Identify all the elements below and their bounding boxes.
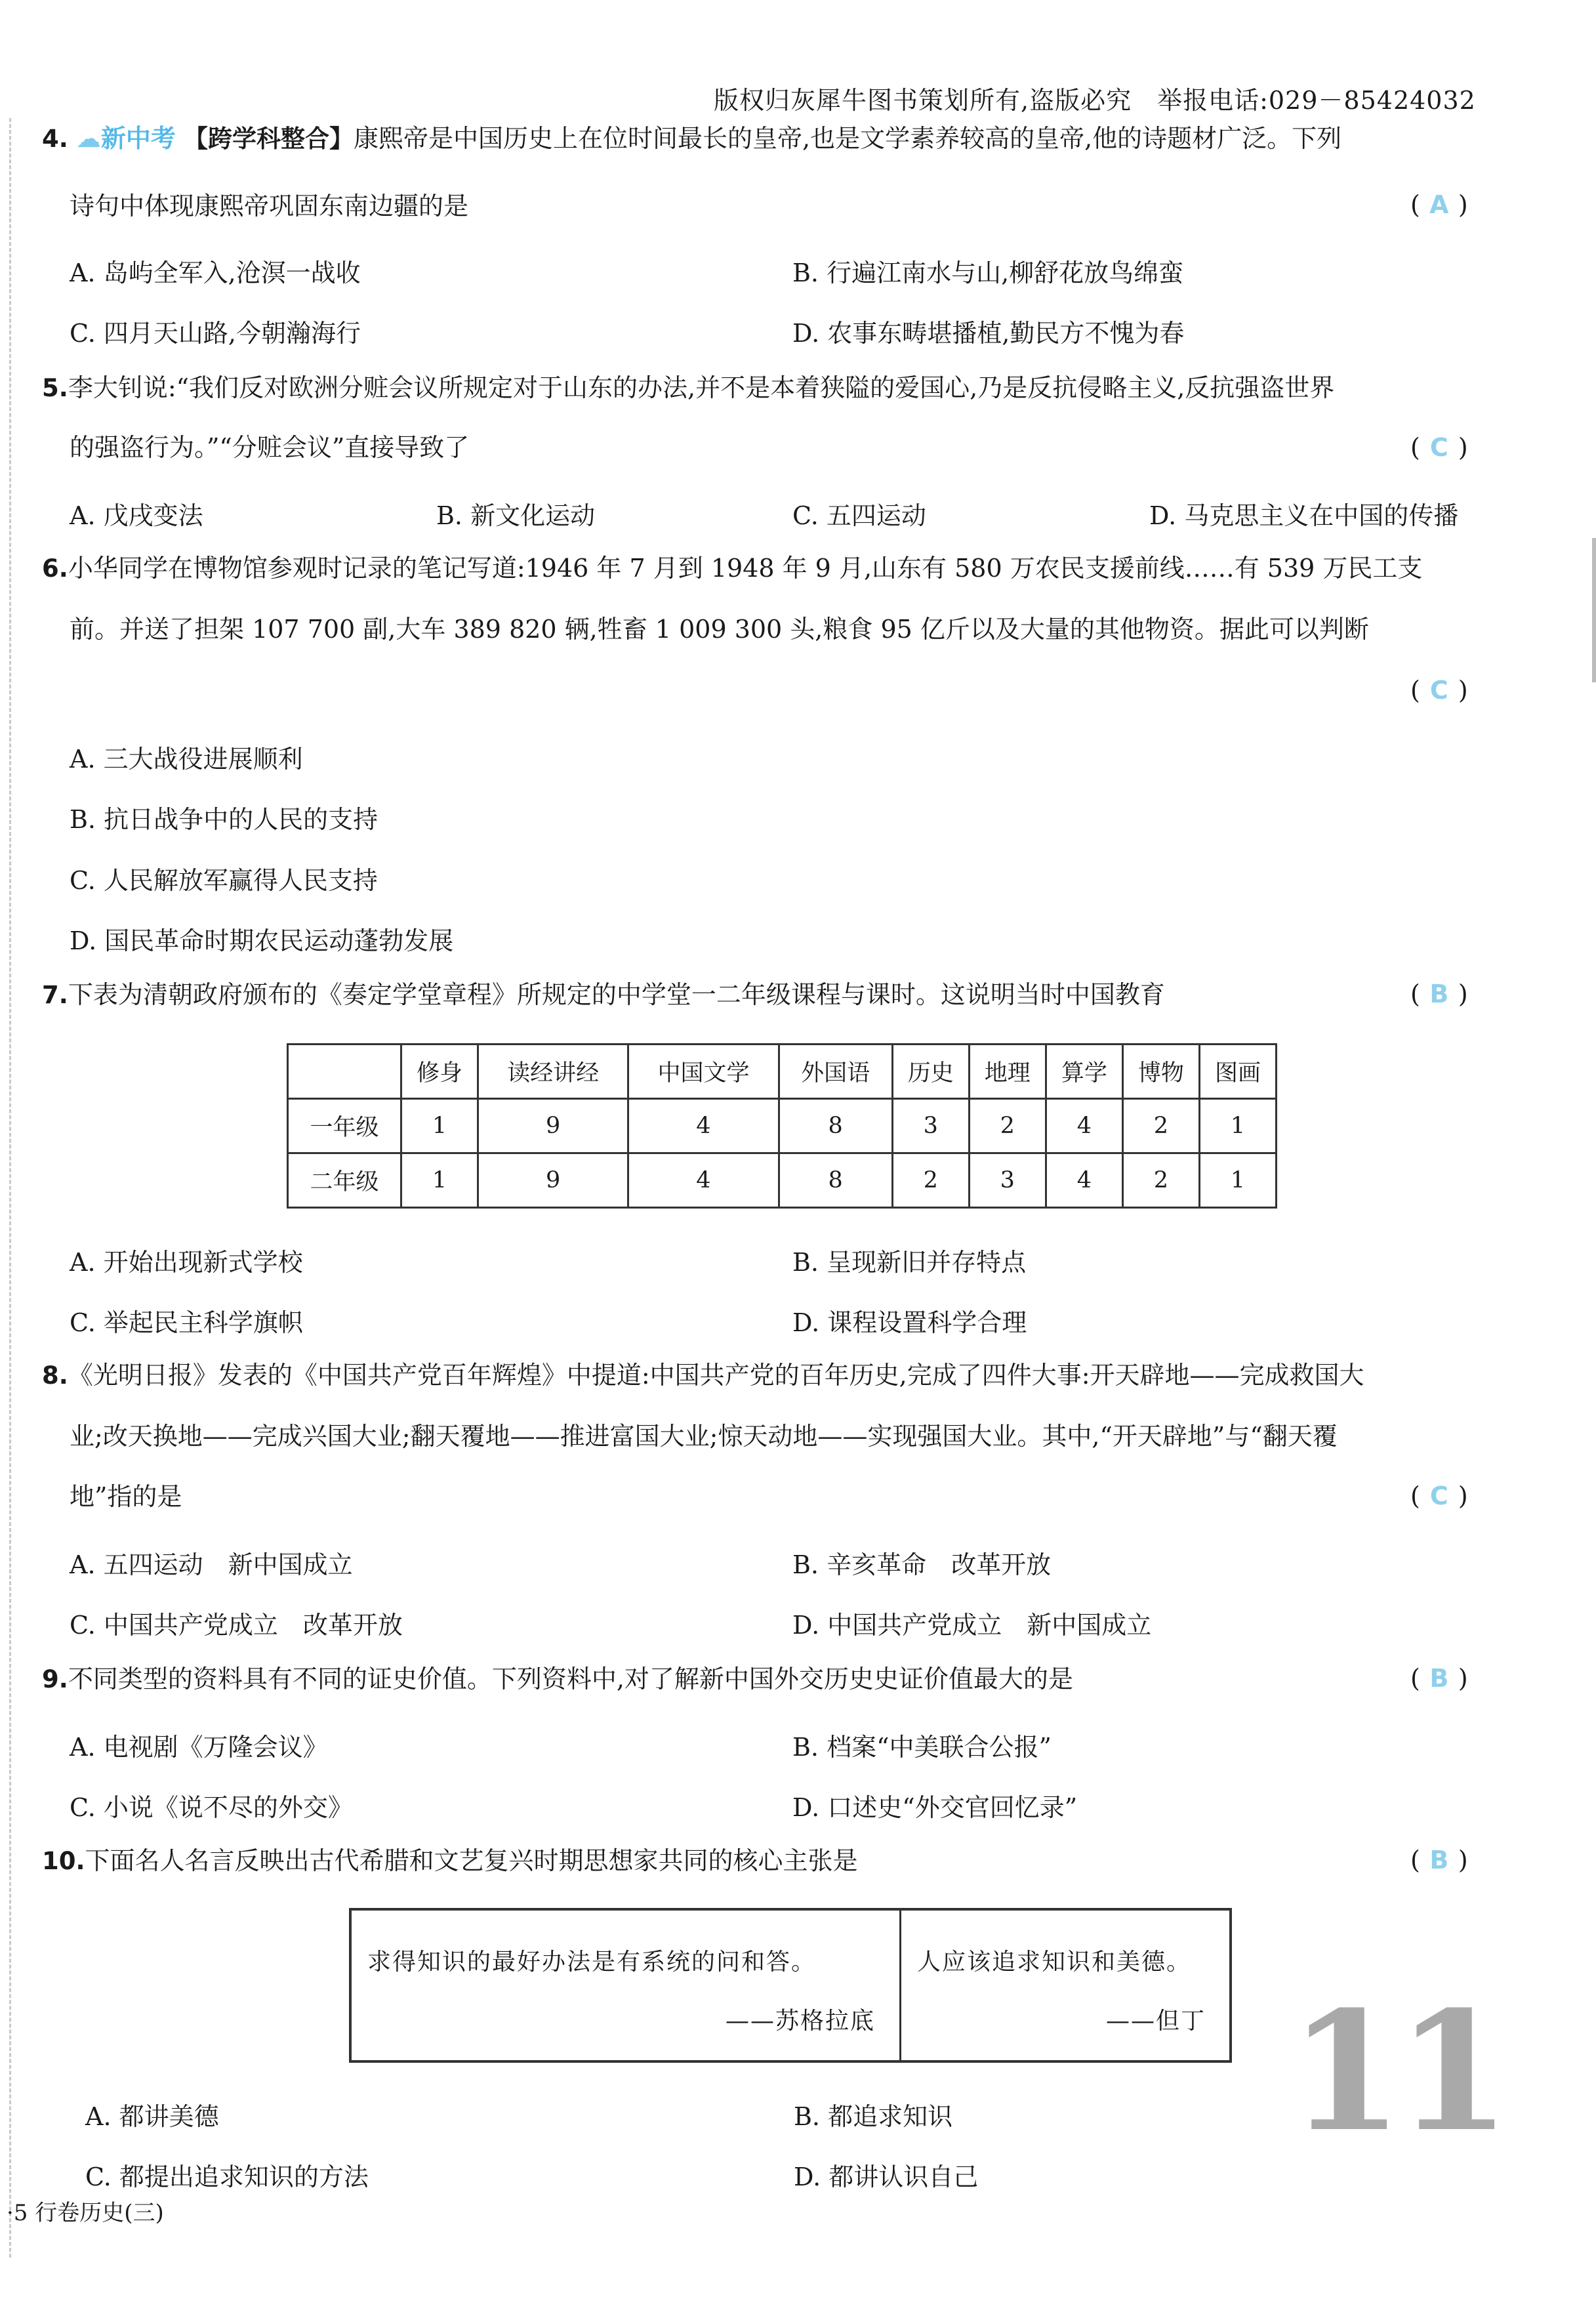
table-cell: 4 [628,1099,779,1153]
question-text: 小华同学在博物馆参观时记录的笔记写道:1946 年 7 月到 1948 年 9 月,山东有 580 万农民支援前线……有 539 万民工支 [68,554,1423,583]
question-text: 康熙帝是中国历史上在位时间最长的皇帝,也是文学素养较高的皇帝,他的诗题材广泛。下列 [354,124,1342,153]
answer-bracket-8: ( C ) [1410,1481,1468,1510]
option-b: B. 行遍江南水与山,柳舒花放鸟绵蛮 [792,259,1184,287]
question-8 [42,1363,1364,1388]
answer-letter: B [1429,1664,1449,1693]
table-cell: 1 [1199,1153,1276,1208]
table-cell: 2 [969,1099,1046,1153]
question-4-line2: 诗句中体现康熙帝巩固东南边疆的是 [70,192,469,220]
option-b: B. 新文化运动 [436,501,596,530]
table-header-cell: 算学 [1046,1045,1122,1099]
table-cell: 4 [1046,1153,1122,1208]
option-c: C. 举起民主科学旗帜 [70,1308,303,1337]
question-text: 不同类型的资料具有不同的证史价值。下列资料中,对了解新中国外交历史史证价值最大的是 [68,1665,1073,1693]
copyright-header: 版权归灰犀牛图书策划所有,盗版必究 举报电话:029－85424032 [714,86,1476,115]
option-a: A. 岛屿全军入,沧溟一战收 [70,259,361,287]
question-6-line2: 前。并送了担架 107 700 副,大车 389 820 辆,牲畜 1 009 300 头,粮食 95 亿斤以及大量的其他物资。据此可以判断 [70,615,1369,644]
option-c: C. 人民解放军赢得人民支持 [70,866,378,895]
option-b: B. 辛亥革命 改革开放 [792,1550,1052,1579]
table-row-label: 一年级 [288,1099,401,1153]
table-cell: 9 [478,1153,628,1208]
answer-bracket-4: ( A ) [1410,190,1468,219]
question-text: 李大钊说:“我们反对欧洲分赃会议所规定对于山东的办法,并不是本着狭隘的爱国心,乃是反抗侵略主义,反抗强盗世界 [68,373,1335,402]
table-header-cell: 读经讲经 [478,1045,628,1099]
option-d: D. 国民革命时期农民运动蓬勃发展 [70,926,454,955]
table-header-cell: 外国语 [779,1045,892,1099]
table-cell: 9 [478,1099,628,1153]
table-row-label: 二年级 [288,1153,401,1208]
answer-bracket-6: ( C ) [1410,676,1468,705]
table-row [288,1099,1277,1153]
question-5 [42,375,1334,400]
answer-letter: C [1429,433,1448,462]
option-c: C. 小说《说不尽的外交》 [70,1793,353,1822]
option-d: D. 都讲认识自己 [794,2162,979,2191]
answer-letter: A [1429,190,1449,219]
table-cell: 2 [892,1153,969,1208]
option-c: C. 中国共产党成立 改革开放 [70,1611,403,1640]
table-cell: 1 [401,1153,478,1208]
question-number: 10. [42,1847,85,1875]
answer-letter: C [1429,676,1448,705]
answer-bracket-7: ( B ) [1410,980,1468,1008]
question-text: 《光明日报》发表的《中国共产党百年辉煌》中提道:中国共产党的百年历史,完成了四件大事:开天辟地——完成救国大 [68,1361,1364,1390]
question-number: 9. [42,1665,68,1693]
answer-bracket-5: ( C ) [1410,433,1468,462]
option-d: D. 马克思主义在中国的传播 [1149,501,1459,530]
option-a: A. 都讲美德 [85,2102,219,2131]
question-8-line2: 业;改天换地——完成兴国大业;翻天覆地——推进富国大业;惊天动地——实现强国大业。其中,“开天辟地”与“翻天覆 [70,1422,1338,1451]
table-cell: 3 [969,1153,1046,1208]
option-b: B. 抗日战争中的人民的支持 [70,805,379,834]
question-4 [42,126,1341,151]
answer-letter: B [1429,980,1449,1008]
table-cell: 2 [1122,1099,1199,1153]
table-cell: 8 [779,1099,892,1153]
quote-socrates-author: ——苏格拉底 [726,2008,876,2035]
question-6 [42,556,1422,581]
table-row [288,1153,1277,1208]
answer-bracket-9: ( B ) [1410,1664,1468,1693]
quote-dante-author: ——但丁 [1106,2008,1206,2035]
quote-socrates-text: 求得知识的最好办法是有系统的问和答。 [367,1949,817,1976]
table-cell: 1 [401,1099,478,1153]
option-d: D. 农事东畴堪播植,勤民方不愧为春 [792,319,1185,348]
table-header-row [288,1045,1277,1099]
table-header-cell: 中国文学 [628,1045,779,1099]
new-exam-badge: ☁新中考 [75,124,176,153]
question-10 [42,1848,858,1873]
table-header-cell: 地理 [969,1045,1046,1099]
page-number: 11 [1289,1975,1504,2168]
table-cell: 3 [892,1099,969,1153]
table-header-cell: 修身 [401,1045,478,1099]
option-c: C. 四月天山路,今朝瀚海行 [70,319,361,348]
table-cell: 4 [1046,1099,1122,1153]
binding-margin-line [9,118,11,2258]
table-cell: 8 [779,1153,892,1208]
table-header-cell: 历史 [892,1045,969,1099]
quote-box [349,1908,1232,2063]
option-b: B. 呈现新旧并存特点 [792,1248,1027,1277]
answer-letter: C [1429,1481,1448,1510]
option-d: D. 中国共产党成立 新中国成立 [792,1611,1152,1640]
question-number: 4. [42,125,68,153]
option-a: A. 三大战役进展顺利 [70,745,303,774]
question-number: 6. [42,554,68,583]
table-cell [288,1045,401,1099]
option-a: A. 戊戌变法 [70,501,203,530]
question-number: 5. [42,374,68,402]
option-b: B. 都追求知识 [794,2102,953,2131]
question-7 [42,982,1165,1007]
option-b: B. 档案“中美联合公报” [792,1733,1052,1762]
table-cell: 1 [1199,1099,1276,1153]
question-9 [42,1666,1073,1691]
table-header-cell: 图画 [1199,1045,1276,1099]
option-c: C. 五四运动 [792,501,926,530]
option-a: A. 五四运动 新中国成立 [70,1550,353,1579]
option-d: D. 课程设置科学合理 [792,1308,1027,1337]
answer-letter: B [1429,1846,1449,1874]
option-a: A. 开始出现新式学校 [70,1248,303,1277]
answer-bracket-10: ( B ) [1410,1846,1468,1874]
table-cell: 4 [628,1153,779,1208]
question-text: 下表为清朝政府颁布的《奏定学堂章程》所规定的中学堂一二年级课程与课时。这说明当时中国教育 [68,980,1165,1009]
cross-discipline-tag: 【跨学科整合】 [184,125,354,153]
table-header-cell: 博物 [1122,1045,1199,1099]
question-8-line3: 地”指的是 [70,1482,182,1511]
option-d: D. 口述史“外交官回忆录” [792,1793,1078,1822]
footer-label: ·5 行卷历史(三) [7,2200,164,2226]
table-cell: 2 [1122,1153,1199,1208]
question-5-line2: 的强盗行为。”“分赃会议”直接导致了 [70,433,470,462]
course-hours-table [287,1043,1277,1209]
question-number: 7. [42,981,68,1009]
page-edge-mark [1592,538,1596,682]
question-number: 8. [42,1361,68,1390]
quote-divider [899,1911,901,2060]
option-a: A. 电视剧《万隆会议》 [70,1733,328,1762]
option-c: C. 都提出追求知识的方法 [85,2162,369,2191]
quote-dante-text: 人应该追求知识和美德。 [917,1949,1192,1976]
question-text: 下面名人名言反映出古代希腊和文艺复兴时期思想家共同的核心主张是 [85,1846,858,1875]
